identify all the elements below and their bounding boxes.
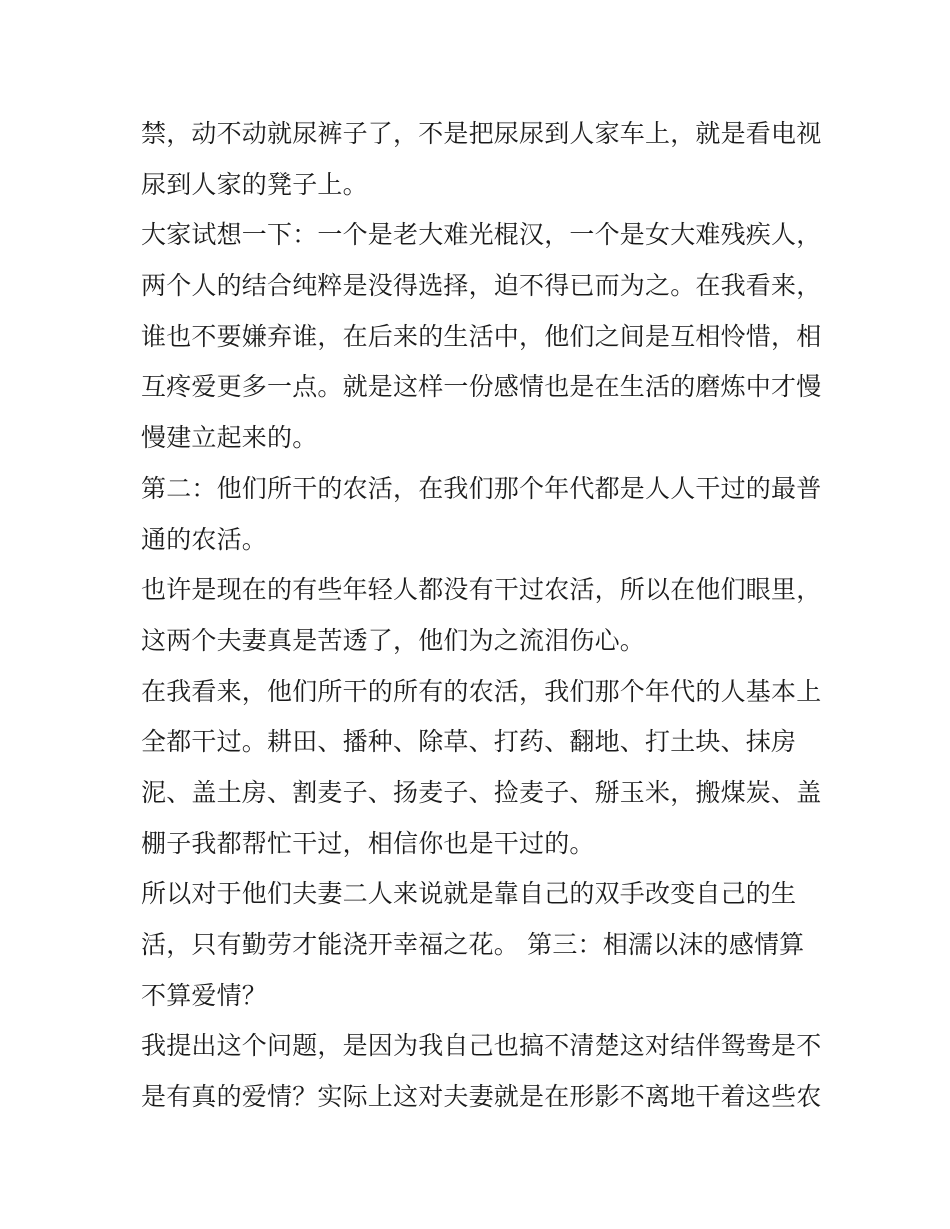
text-line: 在我看来，他们所干的所有的农活，我们那个年代的人基本上 [141,676,821,706]
text-line: 慢建立起来的。 [141,423,318,453]
text-line: 互疼爱更多一点。就是这样一份感情也是在生活的磨炼中才慢 [141,372,821,402]
text-line: 活，只有勤劳才能浇开幸福之花。 第三：相濡以沫的感情算 [141,930,805,959]
text-line: 所以对于他们夫妻二人来说就是靠自己的双手改变自己的生 [141,879,797,909]
text-line: 大家试想一下：一个是老大难光棍汉，一个是女大难残疾人， [141,220,821,250]
text-line: 是有真的爱情？实际上这对夫妻就是在形影不离地干着这些农 [141,1082,821,1112]
text-line: 不算爱情？ [141,980,268,1010]
text-line: 谁也不要嫌弃谁，在后来的生活中，他们之间是互相怜惜，相 [141,321,821,351]
text-line: 我提出这个问题，是因为我自己也搞不清楚这对结伴鸳鸯是不 [141,1031,821,1061]
text-line: 全都干过。耕田、播种、除草、打药、翻地、打土块、抹房 [141,727,797,757]
text-line: 泥、盖土房、割麦子、扬麦子、捡麦子、掰玉米，搬煤炭、盖 [141,777,821,807]
text-line: 两个人的结合纯粹是没得选择，迫不得已而为之。在我看来， [141,271,821,301]
text-line: 第二：他们所干的农活，在我们那个年代都是人人干过的最普 [141,473,821,503]
text-line: 尿到人家的凳子上。 [141,169,368,199]
text-line: 这两个夫妻真是苦透了，他们为之流泪伤心。 [141,625,646,655]
text-line: 也许是现在的有些年轻人都没有干过农活，所以在他们眼里， [141,575,821,605]
text-line: 通的农活。 [141,524,268,554]
text-line: 禁，动不动就尿裤子了，不是把尿尿到人家车上，就是看电视 [141,119,821,148]
text-line: 棚子我都帮忙干过，相信你也是干过的。 [141,828,595,858]
document-body [141,109,821,1123]
